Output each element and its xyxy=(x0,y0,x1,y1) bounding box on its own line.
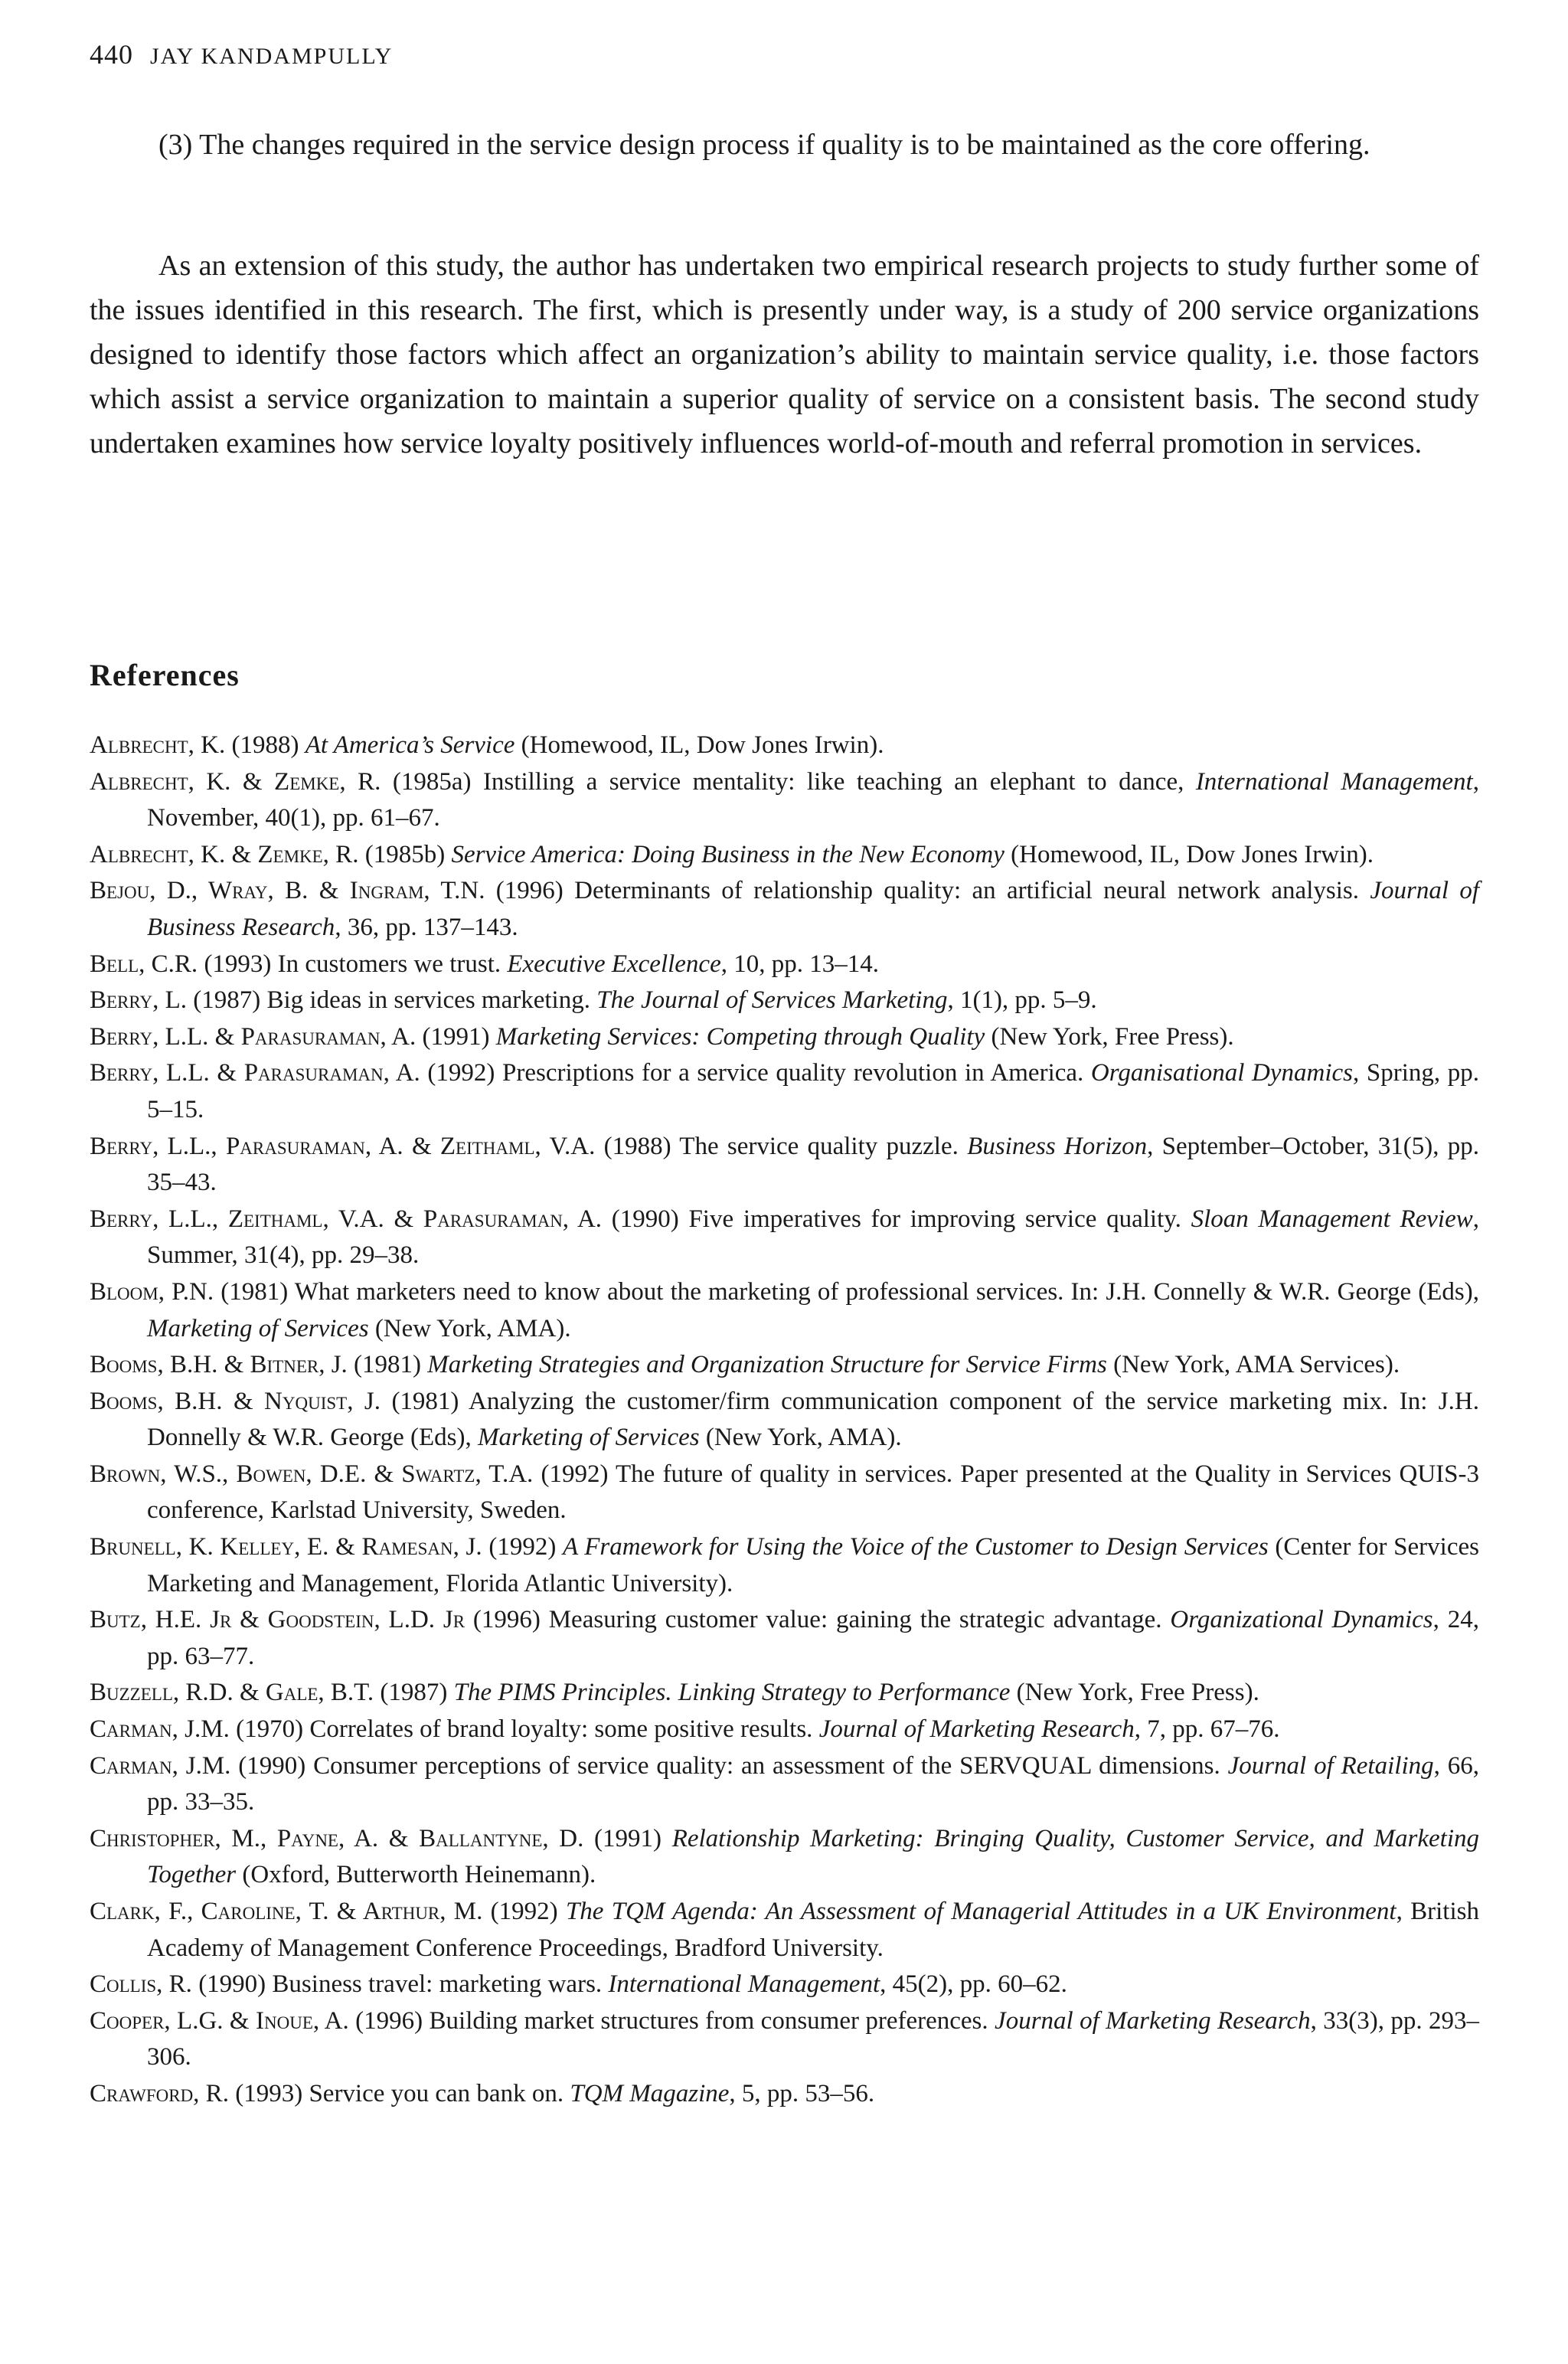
reference-year: (1988) xyxy=(595,1132,680,1160)
reference-year: (1992) xyxy=(533,1460,616,1488)
reference-title: International Management xyxy=(608,1970,880,1999)
reference-item xyxy=(90,837,1479,874)
reference-authors: Bell, C.R. xyxy=(90,950,198,978)
reference-title: Marketing of Services xyxy=(478,1424,700,1452)
reference-details: , September–October, 31(5), pp. 35–43. xyxy=(147,1132,1480,1197)
running-head xyxy=(90,38,393,70)
reference-title: Marketing of Services xyxy=(147,1314,369,1342)
reference-year: (1987) xyxy=(187,986,267,1015)
reference-title: Relationship Marketing: Bringing Quality, Customer Service, and Marketing Together xyxy=(147,1824,1479,1889)
reference-authors: Booms, B.H. & Nyquist, J. xyxy=(90,1387,381,1415)
reference-year: (1990) xyxy=(191,1970,273,1999)
reference-title: A Framework for Using the Voice of the Customer to Design Services xyxy=(563,1533,1269,1561)
reference-title: At America’s Service xyxy=(305,731,515,759)
reference-title: Marketing Strategies and Organization Structure for Service Firms xyxy=(427,1351,1107,1379)
reference-details: , 24, pp. 63–77. xyxy=(147,1606,1479,1670)
reference-title: Journal of Marketing Research xyxy=(818,1715,1135,1744)
reference-item xyxy=(90,764,1479,837)
reference-details: , 33(3), pp. 293–306. xyxy=(147,2006,1479,2071)
reference-text: The future of quality in services. Paper presented at the Quality in Services QUIS-3 conference, Karlstad University, Sweden. xyxy=(147,1460,1479,1525)
reference-year: (1981) xyxy=(347,1351,428,1379)
reference-authors: Albrecht, K. & Zemke, R. xyxy=(90,840,359,868)
reference-text: Measuring customer value: gaining the strategic advantage. xyxy=(548,1606,1171,1634)
reference-item xyxy=(90,1712,1479,1748)
reference-authors: Brown, W.S., Bowen, D.E. & Swartz, T.A. xyxy=(90,1460,534,1488)
reference-authors: Christopher, M., Payne, A. & Ballantyne, D. xyxy=(90,1824,584,1852)
reference-details: , 7, pp. 67–76. xyxy=(1134,1715,1280,1744)
reference-text: Big ideas in services marketing. xyxy=(266,986,597,1015)
reference-year: (1981) xyxy=(381,1387,469,1415)
reference-authors: Butz, H.E. Jr & Goodstein, L.D. Jr xyxy=(90,1606,466,1634)
reference-details: , 10, pp. 13–14. xyxy=(720,950,879,978)
reference-year: (1990) xyxy=(602,1205,689,1233)
reference-authors: Buzzell, R.D. & Gale, B.T. xyxy=(90,1679,374,1707)
reference-details: , 1(1), pp. 5–9. xyxy=(947,986,1097,1015)
reference-item xyxy=(90,1019,1479,1056)
reference-item xyxy=(90,873,1479,946)
reference-year: (1996) xyxy=(485,877,575,905)
reference-text: What marketers need to know about the marketing of professional services. In: J.H. Connelly & W.R. George (Eds), xyxy=(294,1277,1479,1306)
running-head-author: JAY KANDAMPULLY xyxy=(150,44,394,69)
reference-details: , 45(2), pp. 60–62. xyxy=(880,1970,1067,1999)
reference-details: (Homewood, IL, Dow Jones Irwin). xyxy=(514,731,884,759)
reference-title: Sloan Management Review xyxy=(1191,1205,1473,1233)
reference-text: Prescriptions for a service quality revolution in America. xyxy=(502,1059,1091,1087)
reference-title: The Journal of Services Marketing xyxy=(596,986,948,1015)
reference-text: Service you can bank on. xyxy=(309,2079,570,2107)
reference-year: (1992) xyxy=(420,1059,503,1087)
reference-details: , 66, pp. 33–35. xyxy=(147,1751,1479,1816)
reference-text: In customers we trust. xyxy=(277,950,508,978)
reference-title: Organizational Dynamics xyxy=(1170,1606,1433,1634)
reference-authors: Berry, L.L. & Parasuraman, A. xyxy=(90,1059,420,1087)
reference-item xyxy=(90,1602,1479,1675)
reference-year: (1970) xyxy=(229,1715,310,1744)
references-list xyxy=(90,728,1479,2113)
reference-year: (1991) xyxy=(583,1824,672,1852)
reference-item xyxy=(90,1821,1479,1894)
reference-details: , Spring, pp. 5–15. xyxy=(147,1059,1480,1123)
reference-year: (1996) xyxy=(465,1606,549,1634)
reference-item xyxy=(90,728,1479,764)
reference-details: (New York, Free Press). xyxy=(1010,1679,1259,1707)
reference-text: Correlates of brand loyalty: some positive results. xyxy=(309,1715,819,1744)
reference-details: , 5, pp. 53–56. xyxy=(729,2079,875,2107)
reference-year: (1981) xyxy=(214,1277,295,1306)
reference-title: The PIMS Principles. Linking Strategy to Performance xyxy=(453,1679,1011,1707)
reference-text: Determinants of relationship quality: an artificial neural network analysis. xyxy=(574,877,1370,905)
reference-title: Marketing Services: Competing through Quality xyxy=(495,1022,985,1051)
reference-details: (New York, AMA). xyxy=(368,1314,571,1342)
reference-details: (New York, Free Press). xyxy=(985,1022,1234,1051)
reference-details: , British Academy of Management Conference Proceedings, Bradford University. xyxy=(147,1898,1479,1962)
references-heading: References xyxy=(90,658,240,692)
reference-item xyxy=(90,1894,1479,1967)
reference-authors: Brunell, K. Kelley, E. & Ramesan, J. xyxy=(90,1533,482,1561)
reference-year: (1993) xyxy=(198,950,278,978)
reference-title: Service America: Doing Business in the New Economy xyxy=(451,840,1004,868)
reference-item xyxy=(90,1384,1479,1457)
reference-title: Journal of Retailing xyxy=(1227,1751,1434,1780)
reference-details: (New York, AMA Services). xyxy=(1106,1351,1400,1379)
reference-item xyxy=(90,1457,1479,1529)
reference-year: (1985b) xyxy=(358,840,452,868)
page-number: 440 xyxy=(90,39,133,70)
reference-title: Organisational Dynamics xyxy=(1090,1059,1353,1087)
reference-item xyxy=(90,947,1479,983)
reference-item xyxy=(90,1274,1479,1347)
reference-item xyxy=(90,1675,1479,1712)
reference-text: Analyzing the customer/firm communication component of the service marketing mix. In: J.H. Donnelly & W.R. George (Eds), xyxy=(147,1387,1479,1452)
reference-year: (1992) xyxy=(482,1898,566,1925)
reference-title: Executive Excellence xyxy=(507,950,721,978)
reference-authors: Bloom, P.N. xyxy=(90,1277,214,1306)
reference-details: , November, 40(1), pp. 61–67. xyxy=(147,767,1479,832)
reference-item xyxy=(90,2076,1479,2113)
reference-item xyxy=(90,1129,1479,1202)
reference-text: Consumer perceptions of service quality: an assessment of the SERVQUAL dimensions. xyxy=(313,1751,1228,1780)
reference-item xyxy=(90,1347,1479,1384)
reference-authors: Berry, L.L., Parasuraman, A. & Zeithaml, V.A. xyxy=(90,1132,596,1160)
reference-authors: Albrecht, K. xyxy=(90,731,226,759)
reference-year: (1985a) xyxy=(381,767,483,796)
reference-item xyxy=(90,1529,1479,1602)
reference-authors: Berry, L. xyxy=(90,986,187,1015)
reference-title: TQM Magazine xyxy=(570,2079,730,2107)
reference-title: International Management xyxy=(1195,767,1473,796)
reference-text: Business travel: marketing wars. xyxy=(272,1970,609,1999)
reference-text: Building market structures from consumer preferences. xyxy=(429,2006,995,2035)
reference-text: The service quality puzzle. xyxy=(679,1132,968,1160)
reference-authors: Albrecht, K. & Zemke, R. xyxy=(90,767,381,796)
reference-title: Journal of Marketing Research xyxy=(995,2006,1311,2035)
reference-details: (New York, AMA). xyxy=(699,1424,902,1452)
reference-authors: Carman, J.M. xyxy=(90,1715,230,1744)
reference-item xyxy=(90,2003,1479,2076)
reference-authors: Bejou, D., Wray, B. & Ingram, T.N. xyxy=(90,877,485,905)
reference-details: , Summer, 31(4), pp. 29–38. xyxy=(147,1205,1479,1270)
body-paragraph: As an extension of this study, the author has undertaken two empirical research projects to study further some of the issues identified in this research. The first, which is presently under way, is a study of 200 service organizations designed to identify those factors which affect an organization’s ability to maintain service quality, i.e. those factors which assist a service organization to maintain a superior quality of service on a consistent basis. The second study undertaken examines how service loyalty positively influences world-of-mouth and referral promotion in services. xyxy=(90,250,1479,459)
reference-year: (1996) xyxy=(348,2006,430,2035)
reference-text: Five imperatives for improving service quality. xyxy=(688,1205,1191,1233)
reference-authors: Cooper, L.G. & Inoue, A. xyxy=(90,2006,349,2035)
reference-title: Journal of Business Research xyxy=(147,877,1480,941)
reference-item xyxy=(90,1055,1479,1128)
reference-authors: Booms, B.H. & Bitner, J. xyxy=(90,1351,348,1379)
reference-details: (Homewood, IL, Dow Jones Irwin). xyxy=(1004,840,1374,868)
reference-item xyxy=(90,1967,1479,2003)
reference-title: The TQM Agenda: An Assessment of Managerial Attitudes in a UK Environment xyxy=(565,1898,1396,1925)
reference-details: , 36, pp. 137–143. xyxy=(335,913,518,941)
reference-title: Business Horizon xyxy=(967,1132,1148,1160)
reference-authors: Crawford, R. xyxy=(90,2079,229,2107)
reference-item xyxy=(90,983,1479,1019)
reference-authors: Carman, J.M. xyxy=(90,1751,231,1780)
reference-authors: Berry, L.L. & Parasuraman, A. xyxy=(90,1022,416,1051)
reference-year: (1993) xyxy=(228,2079,309,2107)
reference-authors: Clark, F., Caroline, T. & Arthur, M. xyxy=(90,1898,483,1925)
reference-item xyxy=(90,1202,1479,1274)
reference-authors: Collis, R. xyxy=(90,1970,192,1999)
reference-year: (1988) xyxy=(225,731,305,759)
reference-year: (1991) xyxy=(416,1022,496,1051)
reference-year: (1992) xyxy=(482,1533,563,1561)
reference-year: (1990) xyxy=(230,1751,314,1780)
reference-text: Instilling a service mentality: like teaching an elephant to dance, xyxy=(482,767,1196,796)
reference-year: (1987) xyxy=(374,1679,454,1707)
reference-authors: Berry, L.L., Zeithaml, V.A. & Parasuraman, A. xyxy=(90,1205,603,1233)
list-item-3: (3) The changes required in the service design process if quality is to be maintained as the core offering. xyxy=(158,129,1370,161)
reference-details: (Oxford, Butterworth Heinemann). xyxy=(236,1861,596,1889)
reference-item xyxy=(90,1748,1479,1821)
reference-details: (Center for Services Marketing and Management, Florida Atlantic University). xyxy=(147,1533,1479,1597)
